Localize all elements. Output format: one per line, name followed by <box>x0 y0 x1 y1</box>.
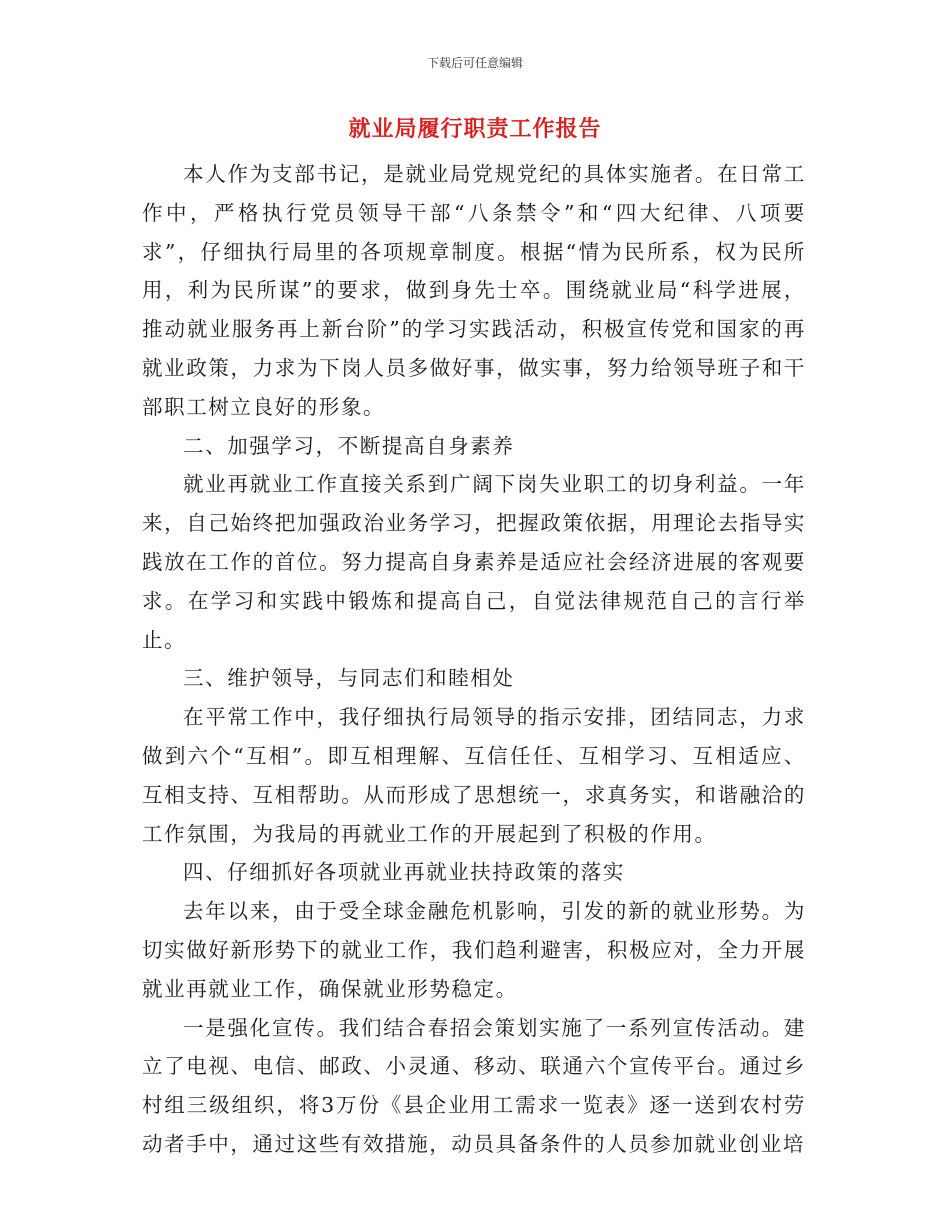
section-heading-study: 二、加强学习，不断提高自身素养 <box>183 433 515 458</box>
section-heading-leadership: 三、维护领导，与同志们和睦相处 <box>183 666 515 691</box>
paragraph-study: 就业再就业工作直接关系到广阔下岗失业职工的切身利益。一年来，自己始终把加强政治业务学习，把握政策依据，用理论去指导实践放在工作的首位。努力提高自身素养是适应社会经济进展的客观要求。在学习和实践中锻炼和提高自己，自觉法律规范自己的言行举止。 <box>142 472 806 652</box>
paragraph-intro: 本人作为支部书记，是就业局党规党纪的具体实施者。在日常工作中，严格执行党员领导干部“八条禁令”和“四大纪律、八项要求”，仔细执行局里的各项规章制度。根据“情为民所系，权为民所用，利为民所谋”的要求，做到身先士卒。围绕就业局“科学进展，推动就业服务再上新台阶”的学习实践活动，积极宣传党和国家的再就业政策，力求为下岗人员多做好事，做实事，努力给领导班子和干部职工树立良好的形象。 <box>142 162 806 419</box>
paragraph-policy: 去年以来，由于受全球金融危机影响，引发的新的就业形势。为切实做好新形势下的就业工作，我们趋利避害，积极应对，全力开展就业再就业工作，确保就业形势稳定。 <box>142 899 806 1001</box>
paragraph-publicity: 一是强化宣传。我们结合春招会策划实施了一系列宣传活动。建立了电视、电信、邮政、小灵通、移动、联通六个宣传平台。通过乡村组三级组织，将3万份《县企业用工需求一览表》逐一送到农村劳动者手中，通过这些有效措施，动员具备条件的人员参加就业创业培 <box>142 1015 806 1156</box>
paragraph-leadership: 在平常工作中，我仔细执行局领导的指示安排，团结同志，力求做到六个“互相”。即互相理解、互信任任、互相学习、互相适应、互相支持、互相帮助。从而形成了思想统一，求真务实，和谐融洽的工作氛围，为我局的再就业工作的开展起到了积极的作用。 <box>142 705 806 846</box>
section-heading-policy: 四、仔细抓好各项就业再就业扶持政策的落实 <box>183 860 625 885</box>
document-body <box>142 155 806 1164</box>
page-header-note: 下载后可任意编辑 <box>426 56 523 70</box>
document-title: 就业局履行职责工作报告 <box>348 116 602 142</box>
